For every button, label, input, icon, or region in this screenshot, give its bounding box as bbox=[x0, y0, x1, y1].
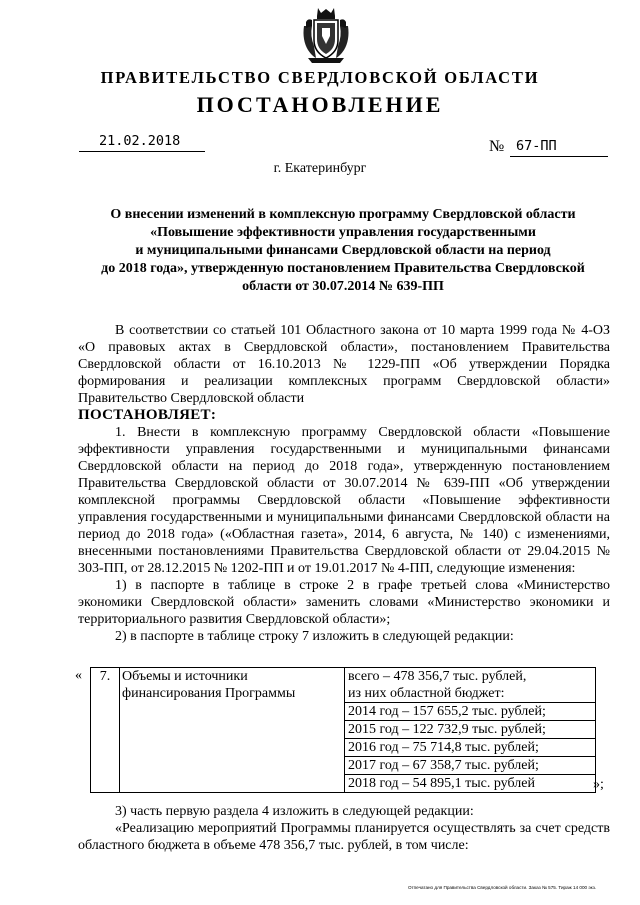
subject-line: и муниципальными финансами Свердловской области на период bbox=[135, 243, 551, 258]
close-quote: »; bbox=[593, 777, 604, 792]
document-type: ПОСТАНОВЛЕНИЕ bbox=[196, 92, 444, 117]
coat-of-arms-icon bbox=[300, 6, 352, 64]
resolves-heading: ПОСТАНОВЛЯЕТ: bbox=[78, 407, 217, 423]
item-1-3-text: «Реализацию мероприятий Программы планируется осуществлять за счет средств областного бюджета в объеме 478 356,7 тыс. рублей, в том числе: bbox=[78, 821, 610, 853]
value-line: из них областной бюджет: bbox=[345, 685, 595, 703]
passport-table bbox=[90, 667, 596, 793]
government-title: ПРАВИТЕЛЬСТВО СВЕРДЛОВСКОЙ ОБЛАСТИ bbox=[100, 68, 540, 87]
document-number: 67-ПП bbox=[510, 138, 608, 157]
city: г. Екатеринбург bbox=[273, 161, 367, 176]
value-line: 2018 год – 54 895,1 тыс. рублей bbox=[348, 776, 535, 791]
item-1-1-paragraph: 1) в паспорте в таблице в строке 2 в графе третьей слова «Министерство экономики Свердловской области» заменить словами «Министерство экономики и территориального развития Свердловской области»; bbox=[78, 578, 610, 627]
print-note: Отпечатано для Правительства Свердловской области. Заказ № 575. Тираж 14 000 экз. bbox=[408, 885, 597, 890]
value-line: 2016 год – 75 714,8 тыс. рублей; bbox=[345, 739, 595, 757]
item-1-3-paragraph: 3) часть первую раздела 4 изложить в следующей редакции: bbox=[115, 804, 474, 819]
row-number-cell: 7. bbox=[91, 668, 120, 793]
document-date: 21.02.2018 bbox=[79, 133, 205, 152]
value-line: 2014 год – 157 655,2 тыс. рублей; bbox=[345, 703, 595, 721]
row-name-cell: Объемы и источники финансирования Программы bbox=[120, 668, 345, 793]
table-row bbox=[91, 668, 596, 793]
subject-line: области от 30.07.2014 № 639-ПП bbox=[242, 279, 444, 294]
value-line: 2017 год – 67 358,7 тыс. рублей; bbox=[345, 757, 595, 775]
document-body-top bbox=[78, 322, 610, 645]
subject-line: до 2018 года», утвержденную постановлением Правительства Свердловской bbox=[101, 261, 585, 276]
intro-paragraph: В соответствии со статьей 101 Областного закона от 10 марта 1999 года № 4-ОЗ «О правовых актах в Свердловской области», постановлением Правительства Свердловской области от 16.10.2013 № 1229-ПП «Об утверждении Порядка формирования и реализации комплексных программ Свердловской области» Правительство Свердловской области bbox=[78, 323, 610, 406]
open-quote: « bbox=[75, 668, 82, 683]
value-line: 2015 год – 122 732,9 тыс. рублей; bbox=[345, 721, 595, 739]
number-label: № bbox=[489, 138, 505, 155]
row-values-cell bbox=[345, 668, 596, 793]
passport-table-block bbox=[75, 667, 615, 797]
item-1-paragraph: 1. Внести в комплексную программу Свердловской области «Повышение эффективности управления государственными и муниципальными финансами Свердловской области на период до 2018 года», утвержденную постановлением Правительства Свердловской области от 30.07.2014 № 639-ПП «Об утверждении комплексной программы Свердловской области «Повышение эффективности управления государственными и муниципальными финансами Свердловской области на период до 2018 года» («Областная газета», 2014, 6 августа, № 140) с изменениями, внесенными постановлениями Правительства Свердловской области от 29.04.2015 № 303-ПП, от 28.12.2015 № 1202-ПП и от 19.01.2017 № 4-ПП, следующие изменения: bbox=[78, 425, 610, 576]
value-line: всего – 478 356,7 тыс. рублей, bbox=[348, 669, 527, 684]
subject-line: «Повышение эффективности управления государственными bbox=[150, 225, 536, 240]
document-subject bbox=[70, 206, 616, 296]
subject-line: О внесении изменений в комплексную программу Свердловской области bbox=[110, 207, 576, 222]
item-1-2-paragraph: 2) в паспорте в таблице строку 7 изложить в следующей редакции: bbox=[115, 629, 514, 644]
document-body-bottom bbox=[78, 803, 610, 854]
